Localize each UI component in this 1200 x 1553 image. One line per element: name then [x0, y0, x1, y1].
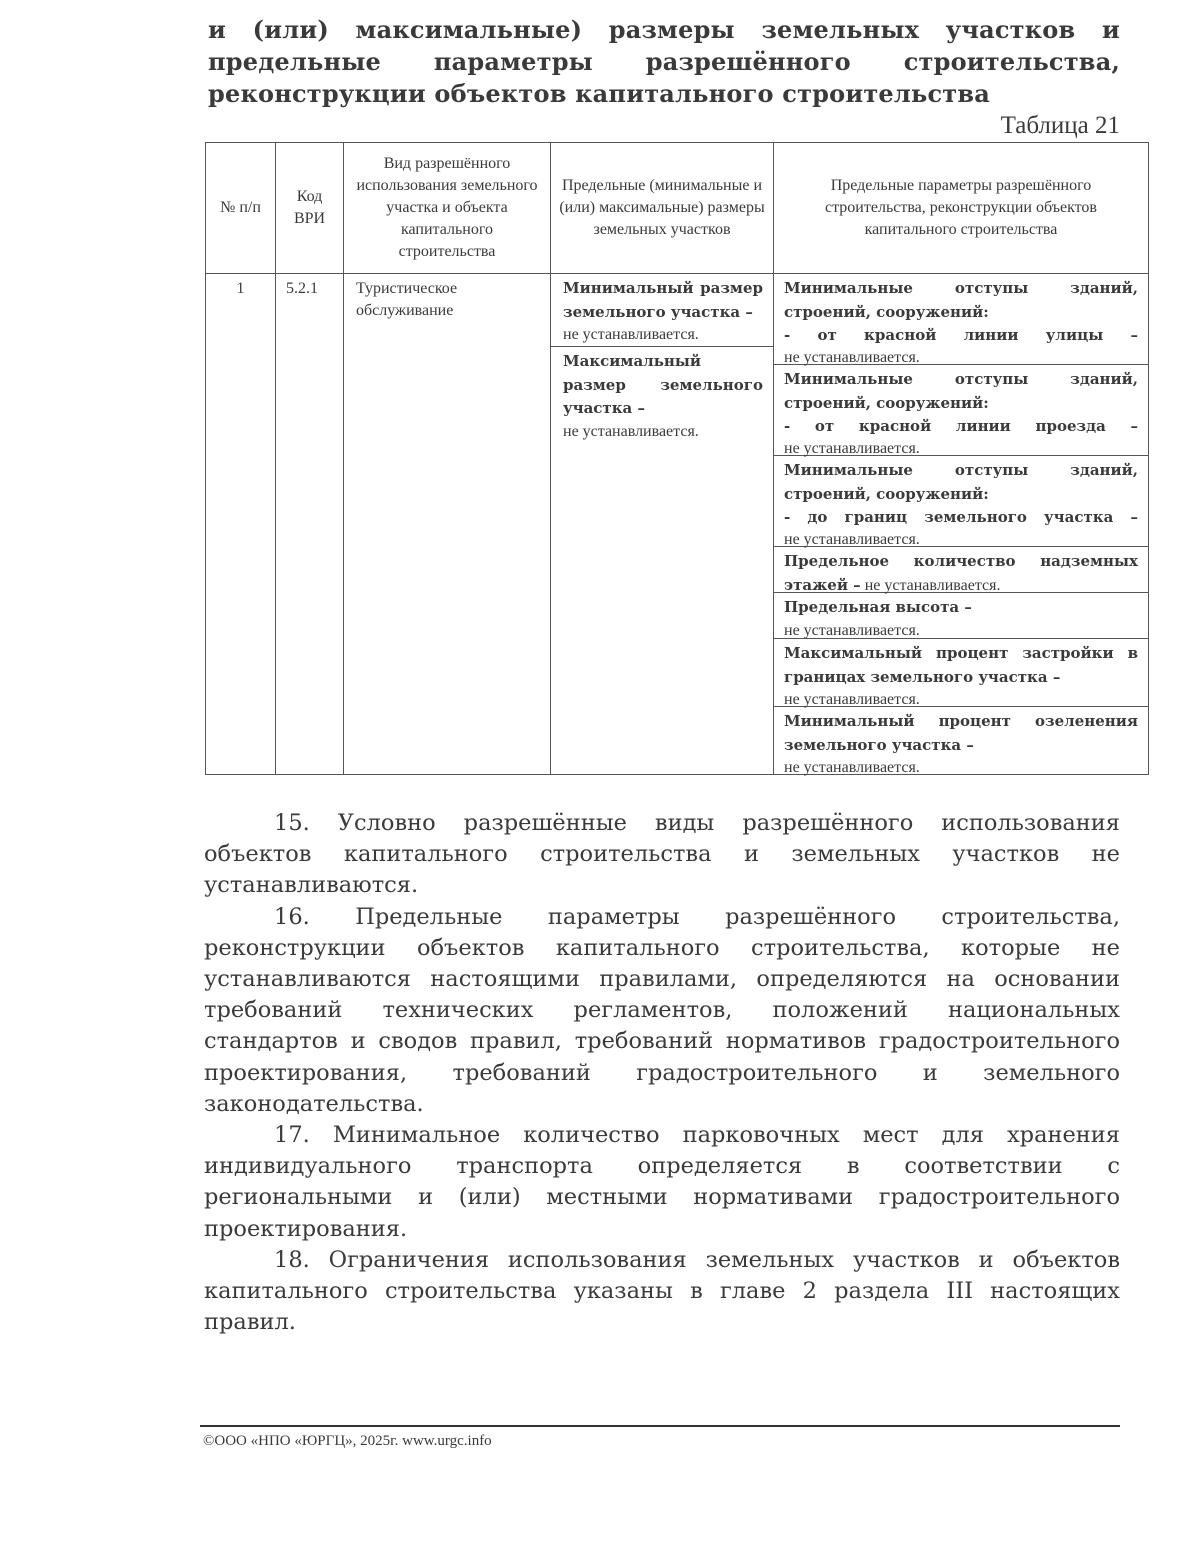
param-entry [774, 547, 1148, 593]
header-vid: Вид разрешённого использования земельного участка и объекта капитального строительства [344, 143, 551, 274]
param-value: не устанавливается. [784, 759, 920, 776]
size-entry [551, 274, 773, 347]
param-entry [774, 365, 1148, 456]
param-detail: - от красной линии проезда – [784, 417, 1138, 435]
header-params: Предельные параметры разрешённого строительства, реконструкции объектов капитального строительства [774, 143, 1149, 274]
cell-num: 1 [206, 274, 276, 775]
param-value: не устанавливается. [784, 439, 920, 457]
param-entry [774, 274, 1148, 365]
cell-params [774, 274, 1149, 775]
footer-copyright: ©ООО «НПО «ЮРГЦ», 2025г. www.urgc.info [203, 1433, 492, 1449]
param-detail: - до границ земельного участка – [784, 508, 1138, 526]
param-detail: - от красной линии улицы – [784, 326, 1138, 344]
cell-vid: Туристическое обслуживание [344, 274, 551, 775]
param-value: не устанавливается. [784, 691, 920, 708]
size-label: Минимальный размер земельного участка – [563, 279, 763, 321]
size-entry [551, 347, 773, 444]
param-label: Минимальные отступы зданий, строений, сооружений: [784, 370, 1138, 412]
paragraph-16: 16. Предельные параметры разрешённого строительства, реконструкции объектов капитального строительства, которые не устанавливаются настоящими правилами, определяются на основании требований технических регламентов, положений национальных стандартов и сводов правил, требований нормативов градостроительного проектирования, требований градостроительного и земельного законодательства. [204, 903, 1120, 1117]
footer-divider [200, 1425, 1120, 1427]
param-entry [774, 707, 1148, 774]
param-value: не устанавливается. [784, 530, 920, 548]
table-label: Таблица 21 [1000, 112, 1120, 139]
size-label: Максимальный размер земельного участка – [563, 352, 763, 417]
param-label: Предельное количество надземных этажей – [784, 552, 1138, 594]
param-label: Максимальный процент застройки в границах земельного участка – [784, 644, 1138, 686]
header-code: Код ВРИ [276, 143, 344, 274]
table-row [206, 274, 1149, 775]
param-value: не устанавливается. [864, 576, 1001, 594]
section-heading: и (или) максимальные) размеры земельных участков и предельные параметры разрешённого строительства, реконструкции объектов капитального строительства [208, 15, 1120, 108]
param-label: Минимальный процент озеленения земельного участка – [784, 712, 1138, 754]
size-value: не устанавливается. [563, 326, 699, 343]
param-entry [774, 593, 1148, 639]
param-label: Минимальные отступы зданий, строений, сооружений: [784, 461, 1138, 503]
paragraph-18: 18. Ограничения использования земельных участков и объектов капитального строительства указаны в главе 2 раздела III настоящих правил. [204, 1246, 1120, 1336]
cell-sizes [551, 274, 774, 775]
header-sizes: Предельные (минимальные и (или) максимальные) размеры земельных участков [551, 143, 774, 274]
header-num: № п/п [206, 143, 276, 274]
paragraph-15: 15. Условно разрешённые виды разрешённого использования объектов капитального строительства и земельных участков не устанавливаются. [204, 810, 1120, 899]
param-value: не устанавливается. [784, 621, 920, 639]
param-label: Минимальные отступы зданий, строений, сооружений: [784, 279, 1138, 321]
param-entry [774, 639, 1148, 707]
param-value: не устанавливается. [784, 348, 920, 366]
param-label: Предельная высота – [784, 598, 972, 616]
body-text [204, 808, 1120, 1338]
paragraph-17: 17. Минимальное количество парковочных мест для хранения индивидуального транспорта определяется в соответствии с региональными и (или) местными нормативами градостроительного проектирования. [204, 1122, 1120, 1242]
cell-code: 5.2.1 [276, 274, 344, 775]
table-header-row [206, 143, 1149, 274]
regulations-table [205, 142, 1149, 775]
size-value: не устанавливается. [563, 422, 699, 440]
param-entry [774, 456, 1148, 547]
